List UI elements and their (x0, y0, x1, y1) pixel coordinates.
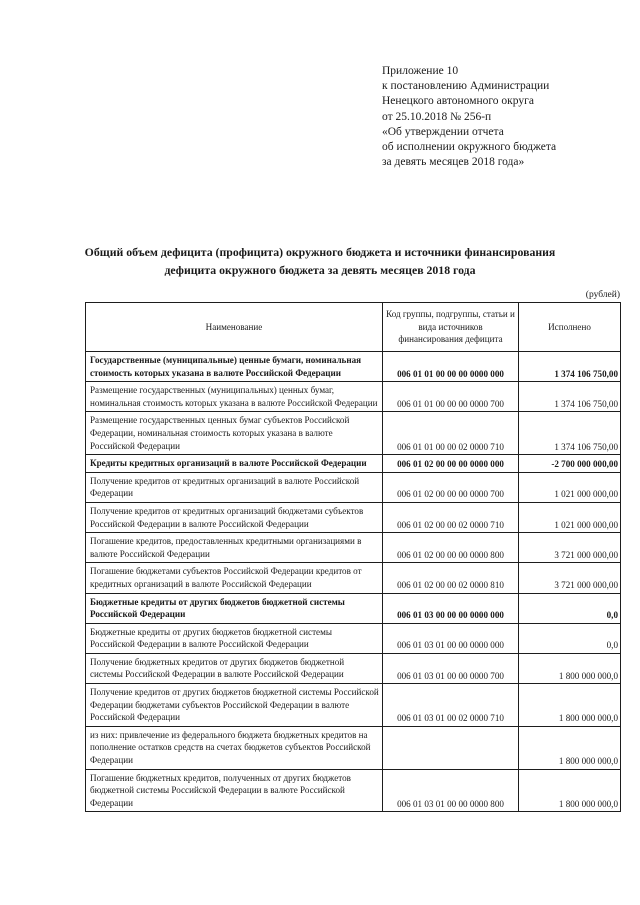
cell-amount: 1 374 106 750,00 (519, 352, 621, 382)
cell-code: 006 01 02 00 00 00 0000 000 (383, 455, 519, 473)
column-header-amount: Исполнено (519, 303, 621, 352)
table-head (86, 303, 621, 352)
header-line: об исполнении окружного бюджета (382, 141, 557, 154)
cell-amount: -2 700 000 000,00 (519, 455, 621, 473)
cell-code: 006 01 03 01 00 02 0000 710 (383, 684, 519, 727)
table-row (86, 623, 621, 653)
cell-code: 006 01 02 00 00 00 0000 700 (383, 472, 519, 502)
table-row (86, 684, 621, 727)
table-row (86, 352, 621, 382)
cell-amount: 3 721 000 000,00 (519, 563, 621, 593)
table-row (86, 533, 621, 563)
cell-code: 006 01 01 00 00 00 0000 700 (383, 382, 519, 412)
cell-name: Получение кредитов от других бюджетов бюджетной системы Российской Федерации бюджетами субъектов Российской Федерации в валюте Российской Федерации (86, 684, 383, 727)
cell-amount: 0,0 (519, 593, 621, 623)
cell-amount: 3 721 000 000,00 (519, 533, 621, 563)
cell-name: Погашение кредитов, предоставленных кредитными организациями в валюте Российской Федерации (86, 533, 383, 563)
cell-amount: 1 800 000 000,0 (519, 684, 621, 727)
table-body (86, 352, 621, 812)
document-header-block (382, 64, 632, 170)
cell-name: Получение кредитов от кредитных организаций в валюте Российской Федерации (86, 472, 383, 502)
table-row (86, 412, 621, 455)
table-row (86, 593, 621, 623)
cell-amount: 1 800 000 000,0 (519, 726, 621, 769)
cell-code: 006 01 02 00 00 02 0000 710 (383, 502, 519, 532)
cell-name: Получение бюджетных кредитов от других бюджетов бюджетной системы Российской Федерации в валюте Российской Федерации (86, 653, 383, 683)
cell-name: Государственные (муниципальные) ценные бумаги, номинальная стоимость которых указана в валюте Российской Федерации (86, 352, 383, 382)
cell-code: 006 01 03 01 00 00 0000 000 (383, 623, 519, 653)
table-row (86, 726, 621, 769)
cell-amount: 1 374 106 750,00 (519, 382, 621, 412)
cell-code: 006 01 03 01 00 00 0000 700 (383, 653, 519, 683)
cell-code (383, 726, 519, 769)
cell-amount: 1 800 000 000,0 (519, 769, 621, 812)
budget-sources-table (85, 302, 621, 812)
table-row (86, 382, 621, 412)
table-header-row (86, 303, 621, 352)
cell-code: 006 01 01 00 00 00 0000 000 (383, 352, 519, 382)
cell-name: из них: привлечение из федерального бюджета бюджетных кредитов на пополнение остатков средств на счетах бюджетов субъектов Российской Федерации (86, 726, 383, 769)
cell-name: Погашение бюджетами субъектов Российской Федерации кредитов от кредитных организаций в валюте Российской Федерации (86, 563, 383, 593)
cell-amount: 1 374 106 750,00 (519, 412, 621, 455)
header-line: к постановлению Администрации (382, 80, 550, 93)
cell-code: 006 01 02 00 00 00 0000 800 (383, 533, 519, 563)
cell-name: Размещение государственных ценных бумаг субъектов Российской Федерации, номинальная стоимость которых указана в валюте Российской Федерации (86, 412, 383, 455)
header-line: Ненецкого автономного округа (382, 95, 534, 108)
cell-name: Погашение бюджетных кредитов, полученных от других бюджетов бюджетной системы Российской Федерации в валюте Российской Федерации (86, 769, 383, 812)
table-row (86, 653, 621, 683)
cell-name: Размещение государственных (муниципальных) ценных бумаг, номинальная стоимость которых указана в валюте Российской Федерации (86, 382, 383, 412)
cell-code: 006 01 03 00 00 00 0000 000 (383, 593, 519, 623)
cell-code: 006 01 02 00 00 02 0000 810 (383, 563, 519, 593)
cell-name: Кредиты кредитных организаций в валюте Российской Федерации (86, 455, 383, 473)
cell-amount: 1 021 000 000,00 (519, 502, 621, 532)
column-header-name: Наименование (86, 303, 383, 352)
header-line: Приложение 10 (382, 65, 459, 77)
cell-amount: 1 800 000 000,0 (519, 653, 621, 683)
table-row (86, 455, 621, 473)
table-row (86, 472, 621, 502)
column-header-code: Код группы, подгруппы, статьи и вида источников финансирования дефицита (383, 303, 519, 352)
table-row (86, 563, 621, 593)
table-row (86, 502, 621, 532)
header-line: «Об утверждении отчета (382, 125, 504, 138)
cell-name: Бюджетные кредиты от других бюджетов бюджетной системы Российской Федерации в валюте Российской Федерации (86, 623, 383, 653)
cell-name: Получение кредитов от кредитных организаций бюджетами субъектов Российской Федерации в валюте Российской Федерации (86, 502, 383, 532)
cell-name: Бюджетные кредиты от других бюджетов бюджетной системы Российской Федерации (86, 593, 383, 623)
header-line: за девять месяцев 2018 года» (382, 156, 525, 169)
header-line: от 25.10.2018 № 256-п (382, 110, 492, 123)
table-row (86, 769, 621, 812)
cell-amount: 0,0 (519, 623, 621, 653)
cell-amount: 1 021 000 000,00 (519, 472, 621, 502)
cell-code: 006 01 03 01 00 00 0000 800 (383, 769, 519, 812)
units-caption: (рублей) (585, 290, 620, 300)
cell-code: 006 01 01 00 00 02 0000 710 (383, 412, 519, 455)
page-title: Общий объем дефицита (профицита) окружного бюджета и источники финансирования дефицита окружного бюджета за девять месяцев 2018 года (84, 245, 556, 277)
